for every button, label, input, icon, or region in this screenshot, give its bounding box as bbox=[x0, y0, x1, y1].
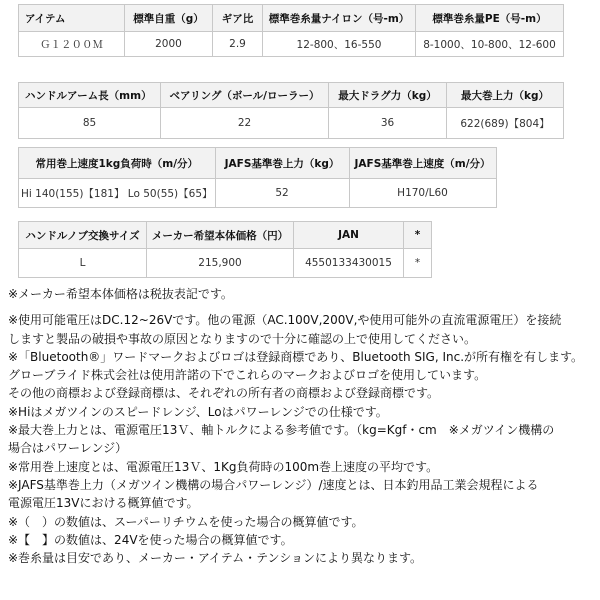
note-line: ※使用可能電圧はDC.12~26Vです。他の電源（AC.100V,200V,や使用可能外の直流電源電圧）を接続 bbox=[8, 313, 562, 328]
cell-item: Ｇ１２００Ｍ bbox=[19, 32, 125, 57]
cell-retrieve-speed: Hi 140(155)【181】 Lo 50(55)【65】 bbox=[19, 179, 216, 208]
header-price: メーカー希望本体価格（円） bbox=[147, 222, 294, 249]
header-item: アイテム bbox=[19, 5, 125, 32]
cell-knob-size: L bbox=[19, 249, 147, 278]
table-header-row bbox=[19, 5, 564, 32]
cell-handle-arm: 85 bbox=[19, 108, 161, 139]
notes-list bbox=[8, 285, 596, 567]
spec-table-speed bbox=[18, 147, 497, 208]
note-line: ※（ ）の数値は、スーパーリチウムを使った場合の概算値です。 bbox=[8, 514, 364, 529]
header-asterisk: * bbox=[404, 222, 432, 249]
note-spacer bbox=[8, 303, 596, 311]
header-retrieve-speed: 常用巻上速度1kg負荷時（m/分） bbox=[19, 148, 216, 179]
cell-bearing: 22 bbox=[161, 108, 329, 139]
cell-price: 215,900 bbox=[147, 249, 294, 278]
note-line: ※【 】の数値は、24Vを使った場合の概算値です。 bbox=[8, 532, 293, 547]
note-line: ※Hiはメガツインのスピードレンジ、Loはパワーレンジでの仕様です。 bbox=[8, 404, 388, 419]
note-line: グローブライド株式会社は使用許諾の下でこれらのマークおよびロゴを使用しています。 bbox=[8, 368, 487, 383]
cell-jafs-speed: H170/L60 bbox=[349, 179, 496, 208]
spec-table-handle bbox=[18, 82, 564, 139]
cell-jafs-lift: 52 bbox=[215, 179, 349, 208]
header-weight: 標準自重（g） bbox=[125, 5, 213, 32]
note-line: しますと製品の破損や事故の原因となりますので十分に確認の上で使用してください。 bbox=[8, 331, 477, 346]
table-row bbox=[19, 108, 564, 139]
cell-weight: 2000 bbox=[125, 32, 213, 57]
spec-table-price bbox=[18, 221, 432, 278]
note-line: その他の商標および登録商標は、それぞれの所有者の商標および登録商標です。 bbox=[8, 386, 440, 401]
table-row bbox=[19, 32, 564, 57]
note-line: ※「Bluetooth®」ワードマークおよびロゴは登録商標であり、Bluetooth SIG, Inc.が所有権を有します。 bbox=[8, 349, 584, 364]
cell-nylon-capacity: 12-800、16-550 bbox=[263, 32, 416, 57]
note-line: 場合はパワーレンジ） bbox=[8, 441, 128, 456]
header-handle-arm: ハンドルアーム長（mm） bbox=[19, 83, 161, 108]
note-line: ※常用巻上速度とは、電源電圧13Ｖ、1Kg負荷時の100m巻上速度の平均です。 bbox=[8, 459, 439, 474]
header-pe-capacity: 標準巻糸量PE（号-m） bbox=[416, 5, 564, 32]
header-jan: JAN bbox=[294, 222, 404, 249]
cell-pe-capacity: 8-1000、10-800、12-600 bbox=[416, 32, 564, 57]
note-line: ※最大巻上力とは、電源電圧13Ｖ、軸トルクによる参考値です。（kg=Kgf・cm ※メガツイン機構の bbox=[8, 423, 555, 438]
table-header-row bbox=[19, 222, 432, 249]
note-line: ※JAFS基準巻上力（メガツイン機構の場合パワーレンジ）/速度とは、日本釣用品工業会規程による bbox=[8, 477, 539, 492]
cell-max-lift: 622(689)【804】 bbox=[447, 108, 564, 139]
spec-table-basic bbox=[18, 4, 564, 57]
header-jafs-speed: JAFS基準巻上速度（m/分） bbox=[349, 148, 496, 179]
table-header-row bbox=[19, 83, 564, 108]
note-line: ※メーカー希望本体価格は税抜表記です。 bbox=[8, 287, 233, 301]
header-max-drag: 最大ドラグ力（kg） bbox=[329, 83, 447, 108]
cell-asterisk: * bbox=[404, 249, 432, 278]
cell-gear-ratio: 2.9 bbox=[213, 32, 263, 57]
cell-jan: 4550133430015 bbox=[294, 249, 404, 278]
header-gear-ratio: ギア比 bbox=[213, 5, 263, 32]
table-header-row bbox=[19, 148, 497, 179]
header-knob-size: ハンドルノブ交換サイズ bbox=[19, 222, 147, 249]
header-nylon-capacity: 標準巻糸量ナイロン（号-m） bbox=[263, 5, 416, 32]
table-row bbox=[19, 179, 497, 208]
header-max-lift: 最大巻上力（kg） bbox=[447, 83, 564, 108]
header-bearing: ベアリング（ボール/ローラー） bbox=[161, 83, 329, 108]
header-jafs-lift: JAFS基準巻上力（kg） bbox=[215, 148, 349, 179]
table-row bbox=[19, 249, 432, 278]
note-line: ※巻糸量は目安であり、メーカー・アイテム・テンションにより異なります。 bbox=[8, 551, 423, 566]
cell-max-drag: 36 bbox=[329, 108, 447, 139]
note-line: 電源電圧13Vにおける概算値です。 bbox=[8, 496, 199, 511]
